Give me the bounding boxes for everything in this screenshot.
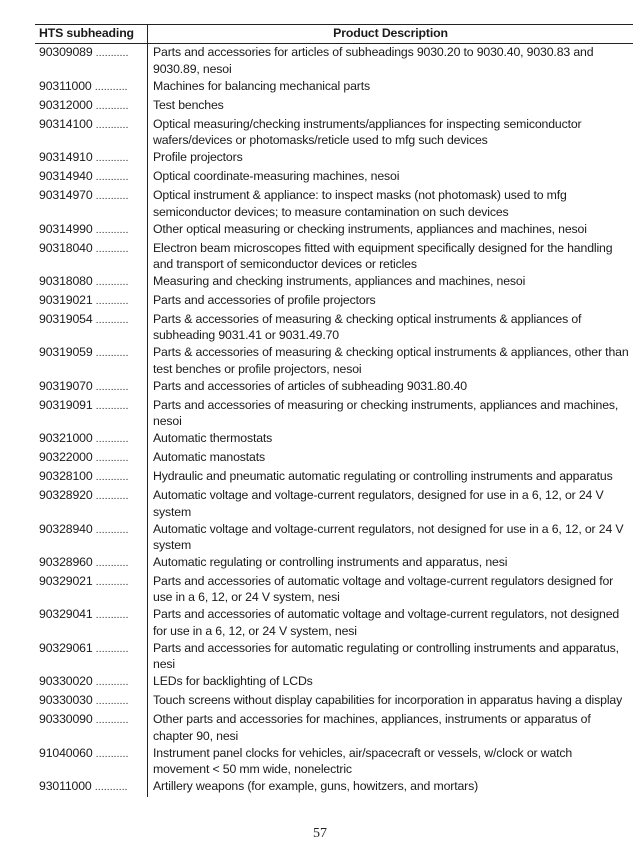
table-row: [35, 220, 633, 239]
product-description-cell: Other optical measuring or checking instruments, appliances and machines, nesoi: [153, 221, 587, 236]
hts-code-cell: [35, 77, 148, 96]
hts-code-cell: [35, 187, 148, 220]
table-row: [35, 449, 633, 468]
hts-code: 90328920: [39, 488, 93, 503]
leader-dots: ...........: [95, 491, 129, 503]
product-description-cell: LEDs for backlighting of LCDs: [153, 674, 313, 689]
table-row: [35, 673, 633, 692]
product-description-cell: Parts and accessories for automatic regulating or controlling instruments and apparatus, nesi: [153, 640, 619, 672]
leader-dots: ...........: [95, 453, 129, 465]
product-description-cell: Machines for balancing mechanical parts: [153, 78, 370, 93]
product-description-cell: Automatic regulating or controlling instruments and apparatus, nesi: [153, 554, 508, 569]
hts-code: 90314910: [39, 150, 93, 165]
product-description-cell: Touch screens without display capabilities for incorporation in apparatus having a display: [153, 693, 623, 708]
hts-code: 90329021: [39, 573, 93, 588]
leader-dots: ...........: [95, 677, 129, 689]
product-description-cell: Hydraulic and pneumatic automatic regulating or controlling instruments and apparatus: [153, 469, 613, 484]
hts-code-cell: [35, 573, 148, 606]
leader-dots: ...........: [95, 576, 129, 588]
table-row: [35, 239, 633, 272]
hts-code: 90314990: [39, 221, 93, 236]
hts-code: 90322000: [39, 450, 93, 465]
table-row: [35, 168, 633, 187]
hts-code: 90319070: [39, 378, 93, 393]
hts-code-cell: [35, 239, 148, 272]
header-product-description: Product Description: [333, 26, 448, 40]
leader-dots: ...........: [95, 48, 129, 60]
hts-code: 90319059: [39, 345, 93, 360]
leader-dots: ...........: [95, 524, 129, 536]
table-row: [35, 554, 633, 573]
hts-code: 90318040: [39, 240, 93, 255]
hts-code-cell: [35, 168, 148, 187]
product-description-cell: Parts and accessories of automatic voltage and voltage-current regulators, not designed for use in a 6, 12, or 24 V system, nesi: [153, 607, 620, 638]
table-row: [35, 711, 633, 744]
table-row: [35, 344, 633, 377]
leader-dots: ...........: [95, 119, 129, 131]
product-description-cell: Optical coordinate-measuring machines, nesoi: [153, 169, 400, 184]
hts-code: 90319091: [39, 397, 93, 412]
product-description-cell: Parts and accessories of articles of subheading 9031.80.40: [153, 378, 467, 393]
table-row: [35, 468, 633, 487]
table-row: [35, 311, 633, 344]
hts-code-cell: [35, 468, 148, 487]
hts-code: 90328100: [39, 469, 93, 484]
hts-code: 90314940: [39, 169, 93, 184]
hts-code: 90314970: [39, 188, 93, 203]
hts-code-cell: [35, 44, 148, 78]
leader-dots: ...........: [95, 557, 129, 569]
hts-code: 93011000: [39, 778, 92, 793]
hts-code-cell: [35, 311, 148, 344]
table-row: [35, 778, 633, 797]
hts-code: 90312000: [39, 97, 93, 112]
product-description-cell: Instrument panel clocks for vehicles, air/spacecraft or vessels, w/clock or watch movement < 50 mm wide, nonelectric: [153, 745, 573, 776]
hts-code: 90330020: [39, 674, 93, 689]
hts-code-cell: [35, 449, 148, 468]
product-description-cell: Parts & accessories of measuring & checking optical instruments & appliances of subheading 9031.41 or 9031.49.70: [153, 311, 582, 343]
leader-dots: ...........: [95, 243, 129, 255]
hts-code: 90319021: [39, 292, 93, 307]
table-row: [35, 77, 633, 96]
hts-code-cell: [35, 554, 148, 573]
leader-dots: ...........: [95, 224, 129, 236]
table-row: [35, 692, 633, 711]
hts-code-cell: [35, 344, 148, 377]
table-row: [35, 396, 633, 429]
page-number: 57: [313, 826, 327, 841]
leader-dots: ...........: [95, 472, 129, 484]
hts-code-cell: [35, 606, 148, 639]
leader-dots: ...........: [95, 434, 129, 446]
product-description-cell: Parts and accessories for articles of subheadings 9030.20 to 9030.40, 9030.83 and 9030.89, nesoi: [153, 45, 594, 76]
leader-dots: ...........: [95, 314, 129, 326]
leader-dots: ...........: [94, 781, 128, 793]
leader-dots: ...........: [95, 696, 129, 708]
product-description-cell: Parts and accessories of profile projectors: [153, 292, 376, 307]
product-description-cell: Other parts and accessories for machines, appliances, instruments or apparatus of chapter 90, nesi: [153, 712, 591, 743]
leader-dots: ...........: [95, 191, 129, 203]
product-description-cell: Measuring and checking instruments, appliances and machines, nesoi: [153, 273, 526, 288]
hts-code-cell: [35, 430, 148, 449]
leader-dots: ...........: [95, 172, 129, 184]
hts-code-cell: [35, 778, 148, 797]
leader-dots: ...........: [94, 81, 128, 93]
hts-code: 90328960: [39, 554, 93, 569]
table-row: [35, 430, 633, 449]
hts-code-cell: [35, 220, 148, 239]
leader-dots: ...........: [95, 610, 129, 622]
table-row: [35, 149, 633, 168]
leader-dots: ...........: [95, 295, 129, 307]
table-row: [35, 187, 633, 220]
hts-code: 90319054: [39, 311, 93, 326]
leader-dots: ...........: [95, 400, 129, 412]
product-description-cell: Optical measuring/checking instruments/appliances for inspecting semiconductor wafers/devices or photomasks/reticle used to mfg such devices: [153, 116, 582, 148]
hts-code: 90330030: [39, 693, 93, 708]
product-description-cell: Parts and accessories of measuring or checking instruments, appliances and machines, nesoi: [153, 397, 619, 429]
product-description-cell: Automatic voltage and voltage-current regulators, designed for use in a 6, 12, or 24 V system: [153, 488, 604, 519]
header-row: [35, 25, 633, 44]
header-hts-subheading: HTS subheading: [35, 25, 148, 44]
hts-code-cell: [35, 639, 148, 672]
table-row: [35, 520, 633, 553]
hts-code-cell: [35, 744, 148, 777]
hts-code: 90318080: [39, 273, 93, 288]
product-description-cell: Parts & accessories of measuring & checking optical instruments & appliances, other than test benches or profile projectors, nesoi: [153, 345, 629, 376]
product-description-cell: Artillery weapons (for example, guns, howitzers, and mortars): [153, 778, 479, 793]
hts-code: 90314100: [39, 116, 93, 131]
hts-code-cell: [35, 273, 148, 292]
product-description-cell: Optical instrument & appliance: to inspect masks (not photomask) used to mfg semiconductor devices; to measure contamination on such devices: [153, 188, 567, 219]
product-description-cell: Automatic manostats: [153, 450, 265, 465]
table-row: [35, 744, 633, 777]
hts-code-cell: [35, 673, 148, 692]
leader-dots: ...........: [95, 715, 129, 727]
leader-dots: ...........: [95, 748, 129, 760]
table-row: [35, 44, 633, 78]
product-description-cell: Automatic voltage and voltage-current regulators, not designed for use in a 6, 12, or 24 V system: [153, 521, 624, 552]
hts-code-cell: [35, 396, 148, 429]
table-row: [35, 639, 633, 672]
table-row: [35, 573, 633, 606]
hts-code: 90309089: [39, 45, 93, 60]
hts-code-cell: [35, 115, 148, 148]
table-row: [35, 115, 633, 148]
product-description-cell: Test benches: [153, 97, 224, 112]
leader-dots: ...........: [95, 381, 129, 393]
hts-code: 90330090: [39, 712, 93, 727]
table-row: [35, 487, 633, 520]
table-row: [35, 606, 633, 639]
hts-code-cell: [35, 520, 148, 553]
hts-code: 90329061: [39, 640, 93, 655]
table-row: [35, 377, 633, 396]
hts-code: 90328940: [39, 521, 93, 536]
hts-code: 90329041: [39, 607, 93, 622]
table-row: [35, 273, 633, 292]
table-row: [35, 292, 633, 311]
hts-code-cell: [35, 692, 148, 711]
product-description-cell: Automatic thermostats: [153, 431, 273, 446]
hts-code-cell: [35, 96, 148, 115]
product-description-cell: Parts and accessories of automatic voltage and voltage-current regulators designed for use in a 6, 12, or 24 V system, nesi: [153, 573, 614, 605]
table-row: [35, 96, 633, 115]
hts-code-cell: [35, 292, 148, 311]
product-description-cell: Electron beam microscopes fitted with equipment specifically designed for the handling and transport of semiconductor devices or reticles: [153, 240, 613, 271]
table-header: [35, 25, 633, 44]
hts-code: 90321000: [39, 431, 93, 446]
hts-code-cell: [35, 711, 148, 744]
leader-dots: ...........: [95, 643, 129, 655]
hts-code-cell: [35, 149, 148, 168]
leader-dots: ...........: [95, 153, 129, 165]
leader-dots: ...........: [95, 348, 129, 360]
hts-code: 91040060: [39, 745, 93, 760]
product-description-cell: Profile projectors: [153, 150, 243, 165]
leader-dots: ...........: [95, 276, 129, 288]
table-body: [35, 44, 633, 797]
hts-code: 90311000: [39, 78, 92, 93]
hts-code-cell: [35, 487, 148, 520]
hts-code-cell: [35, 377, 148, 396]
leader-dots: ...........: [95, 100, 129, 112]
hts-product-table: [35, 24, 633, 797]
